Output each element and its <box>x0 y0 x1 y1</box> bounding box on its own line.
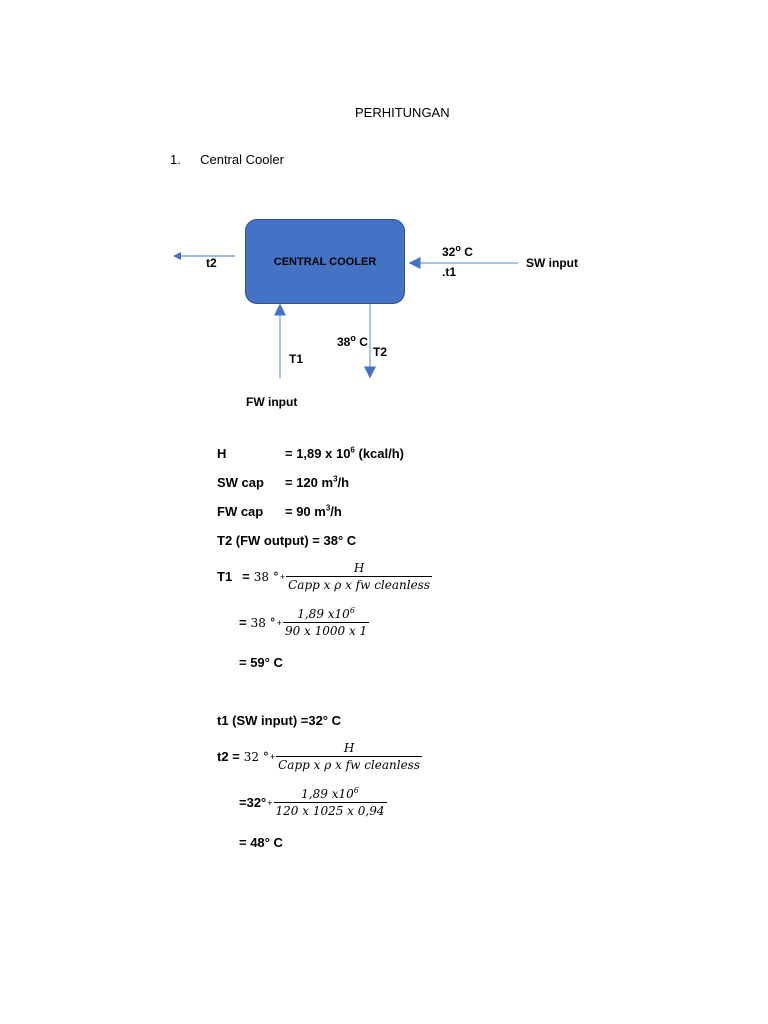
param-h-value <box>285 446 404 461</box>
central-cooler-label: CENTRAL COOLER <box>273 255 377 268</box>
calc1-step-base: 38 ° <box>250 615 276 630</box>
calc2-step-denominator: 120 x 1025 x 0,94 <box>275 804 385 818</box>
calc2-result: = 48° C <box>239 835 283 850</box>
param-fw-value-main: = 90 m <box>285 504 326 519</box>
calc1-lhs: T1 <box>217 569 233 584</box>
param-sw-value <box>285 475 349 490</box>
fw-input-label: FW input <box>246 395 298 409</box>
calc1-eq: = <box>242 569 250 584</box>
calc1-step-denominator: 90 x 1000 x 1 <box>284 624 368 638</box>
calc1-base: 38 ° <box>253 569 279 584</box>
T2-label: T2 <box>373 345 388 359</box>
calc1-step-plus: + <box>276 617 282 628</box>
param-h-value-main: = 1,89 x 10 <box>285 446 351 461</box>
param-h-exponent: 6 <box>350 445 355 455</box>
param-sw-value-main: = 120 m <box>285 475 334 490</box>
central-cooler-box <box>245 219 405 304</box>
calc1-step <box>239 607 369 638</box>
calc1-formula <box>217 561 432 592</box>
calc2-numerator: H <box>343 741 355 755</box>
t2-label: t2 <box>206 256 217 270</box>
calc1-step-fraction <box>283 607 369 638</box>
calc1-fraction <box>286 561 432 592</box>
t1-label: .t1 <box>442 265 457 279</box>
calc2-base: 32 ° <box>243 749 269 764</box>
calc2-plus: + <box>269 751 276 762</box>
calc1-plus: + <box>279 571 286 582</box>
calc2-formula <box>217 741 422 772</box>
calc2-step <box>239 787 387 818</box>
calc1-step-numerator <box>295 607 357 622</box>
calc1-step-eq: = <box>239 615 247 630</box>
T2-temp-label: 38$^o$ C <box>337 333 368 349</box>
calc2-step-numerator <box>299 787 361 802</box>
sw-input-label: SW input <box>526 256 578 270</box>
section-number: 1. <box>170 152 181 167</box>
calc1-step-numerator-exp: 6 <box>349 606 355 615</box>
calc1-step-numerator-main: 1,89 x10 <box>297 607 350 621</box>
calc2-step-numerator-main: 1,89 x10 <box>301 787 354 801</box>
param-sw-label: SW cap <box>217 475 264 490</box>
T2-temp-unit: C <box>359 335 368 349</box>
calc2-step-fraction <box>274 787 387 818</box>
calc2-fraction <box>276 741 422 772</box>
param-fw-value <box>285 504 342 519</box>
calc2-step-eq: =32° <box>239 795 267 810</box>
param-fw-label: FW cap <box>217 504 264 519</box>
T2-temp-value: 38 <box>337 335 351 349</box>
T1-label: T1 <box>289 352 304 366</box>
calc2-step-numerator-exp: 6 <box>353 786 359 795</box>
calc2-given: t1 (SW input) =32° C <box>217 713 342 728</box>
calc1-result: = 59° C <box>239 655 283 670</box>
param-t2-fw-output: T2 (FW output) = 38° C <box>217 533 357 548</box>
section-title: Central Cooler <box>200 152 284 167</box>
t1-temp-label: 32$^o$ C <box>442 243 473 259</box>
t1-temp-unit: C <box>464 245 473 259</box>
param-fw-exponent: 3 <box>325 503 331 513</box>
calc1-denominator: Capp x ρ x fw cleanless <box>288 578 430 592</box>
param-h-label: H <box>217 446 227 461</box>
param-fw-unit: /h <box>330 504 342 519</box>
calc2-lhs: t2 = <box>217 749 240 764</box>
calc2-step-plus: + <box>267 797 273 808</box>
calc1-numerator: H <box>353 561 365 575</box>
calc2-denominator: Capp x ρ x fw cleanless <box>278 758 420 772</box>
param-h-unit: (kcal/h) <box>354 446 404 461</box>
t1-temp-value: 32 <box>442 245 456 259</box>
param-sw-exponent: 3 <box>333 474 338 484</box>
page-title: PERHITUNGAN <box>355 105 450 120</box>
param-sw-unit: /h <box>337 475 350 490</box>
